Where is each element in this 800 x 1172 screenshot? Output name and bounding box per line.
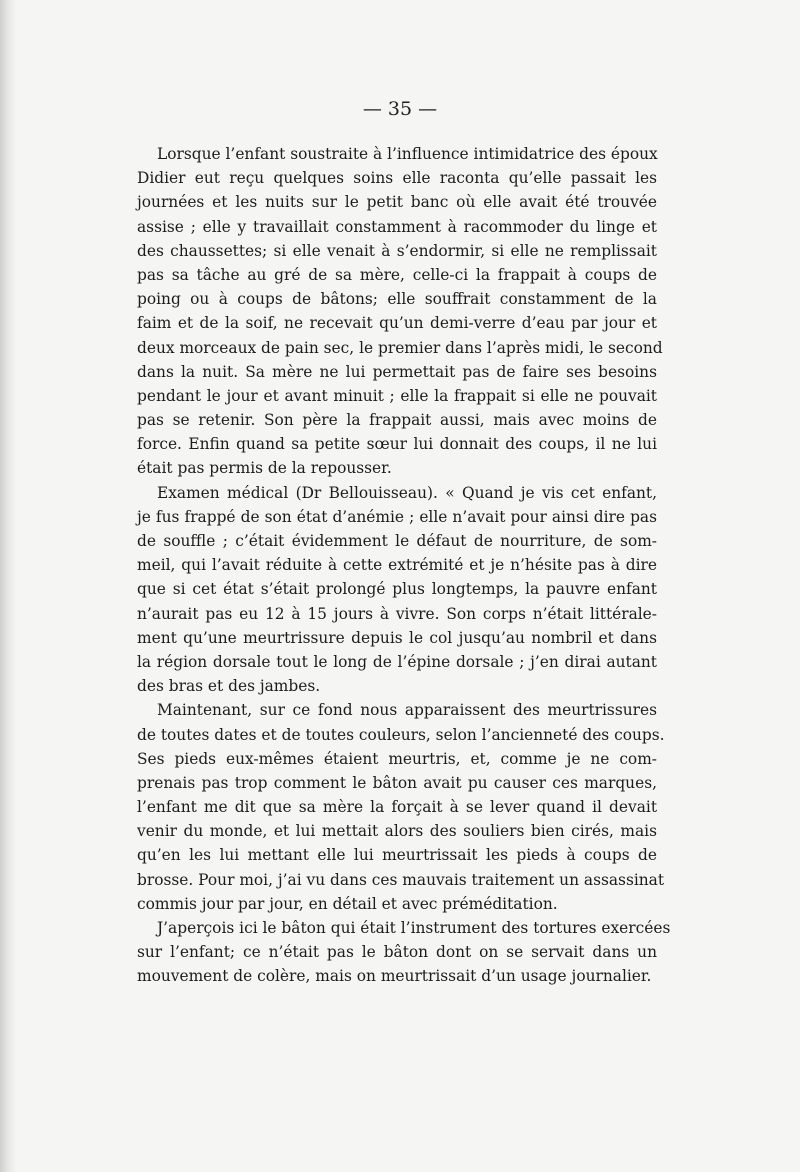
text-line: pendant le jour et avant minuit ; elle la frappait si elle ne pouvait (137, 386, 657, 405)
text-line: force. Enfin quand sa petite sœur lui donnait des coups, il ne lui (137, 435, 657, 454)
text-line: de souffle ; c’était évidemment le défaut de nourriture, de som- (137, 532, 657, 550)
text-line: Ses pieds eux-mêmes étaient meurtris, et, comme je ne com- (137, 749, 657, 768)
text-line: commis jour par jour, en détail et avec préméditation. (137, 894, 558, 913)
text-line: pas se retenir. Son père la frappait aussi, mais avec moins de (137, 411, 657, 430)
text-line: Examen médical (Dr Bellouisseau). « Quand je vis cet enfant, (157, 483, 657, 502)
text-line: pas sa tâche au gré de sa mère, celle-ci la frappait à coups de (137, 265, 657, 284)
text-line: qu’en les lui mettant elle lui meurtrissait les pieds à coups de (137, 846, 657, 865)
text-line: je fus frappé de son état d’anémie ; elle n’avait pour ainsi dire pas (137, 507, 657, 526)
text-line: meil, qui l’avait réduite à cette extrémité et je n’hésite pas à dire (137, 556, 657, 575)
text-line: brosse. Pour moi, j’ai vu dans ces mauvais traitement un assassinat (137, 870, 665, 889)
page-binding-edge (0, 0, 16, 1172)
body-text (137, 142, 671, 989)
text-line: faim et de la soif, ne recevait qu’un demi-verre d’eau par jour et (137, 314, 657, 333)
text-line: deux morceaux de pain sec, le premier dans l’après midi, le second (137, 338, 663, 357)
text-line: dans la nuit. Sa mère ne lui permettait pas de faire ses besoins (137, 362, 657, 381)
paragraph (137, 916, 671, 989)
paragraph (137, 142, 663, 481)
paragraph (137, 698, 665, 916)
text-line: mouvement de colère, mais on meurtrissait d’un usage journalier. (137, 967, 652, 986)
text-line: n’aurait pas eu 12 à 15 jours à vivre. Son corps n’était littérale- (137, 604, 657, 623)
text-line: prenais pas trop comment le bâton avait pu causer ces marques, (137, 773, 657, 792)
paragraph (137, 481, 657, 699)
text-line: J’aperçois ici le bâton qui était l’instrument des tortures exercées (157, 919, 671, 937)
page-number: — 35 — (362, 98, 438, 120)
text-line: sur l’enfant; ce n’était pas le bâton dont on se servait dans un (137, 943, 657, 962)
text-line: des bras et des jambes. (137, 677, 321, 696)
text-line: que si cet état s’était prolongé plus longtemps, la pauvre enfant (137, 580, 657, 599)
text-line: journées et les nuits sur le petit banc où elle avait été trouvée (137, 193, 657, 212)
text-line: assise ; elle y travaillait constamment à racommoder du linge et (137, 217, 657, 236)
text-line: ment qu’une meurtrissure depuis le col jusqu’au nombril et dans (137, 628, 657, 647)
text-line: était pas permis de la repousser. (137, 459, 392, 478)
text-line: de toutes dates et de toutes couleurs, selon l’ancienneté des coups. (137, 725, 665, 744)
text-line: la région dorsale tout le long de l’épine dorsale ; j’en dirai autant (137, 652, 657, 671)
text-line: Maintenant, sur ce fond nous apparaissent des meurtrissures (157, 701, 657, 720)
text-line: poing ou à coups de bâtons; elle souffrait constamment de la (137, 290, 657, 309)
text-line: Didier eut reçu quelques soins elle raconta qu’elle passait les (137, 169, 657, 188)
text-line: venir du monde, et lui mettait alors des souliers bien cirés, mais (137, 822, 657, 841)
text-line: Lorsque l’enfant soustraite à l’influence intimidatrice des époux (157, 145, 658, 163)
text-line: l’enfant me dit que sa mère la forçait à se lever quand il devait (137, 798, 657, 817)
text-line: des chaussettes; si elle venait à s’endormir, si elle ne remplissait (137, 241, 657, 260)
